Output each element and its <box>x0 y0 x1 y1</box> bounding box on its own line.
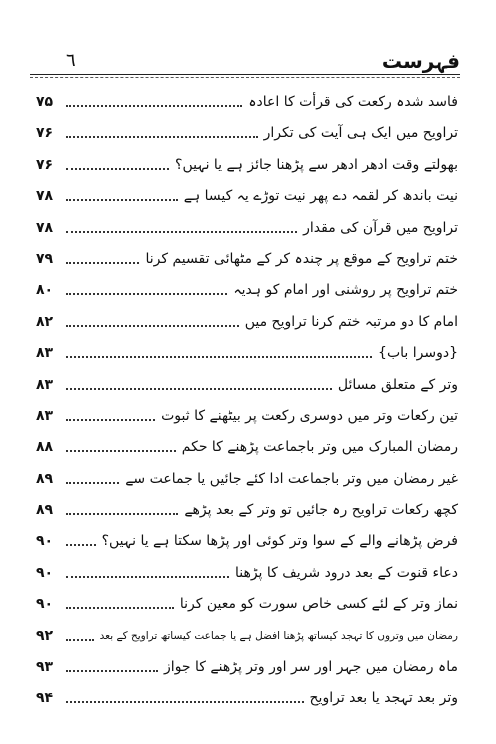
toc-entry-title: تراویح میں قرآن کی مقدار <box>303 219 458 236</box>
toc-entry <box>36 467 458 498</box>
toc-entry <box>36 153 458 184</box>
toc-entry-page: ۹۰ <box>36 533 54 550</box>
toc-entry-page: ۹۰ <box>36 564 54 581</box>
toc-entry-title: ختم تراویح پر روشنی اور امام کو ہدیہ <box>233 282 458 299</box>
toc-leader-dots <box>66 105 242 107</box>
page-number: ٦ <box>66 50 76 71</box>
toc-leader-dots <box>66 607 174 609</box>
toc-entry-page: ۷۵ <box>36 94 54 110</box>
toc-entry <box>36 310 458 341</box>
table-of-contents <box>36 90 458 718</box>
toc-entry-title: وتر بعد تہجد یا بعد تراویح <box>309 690 458 707</box>
toc-leader-dots <box>66 639 94 641</box>
header-divider <box>30 74 460 75</box>
toc-entry-title: غیر رمضان میں وتر باجماعت ادا کئے جائیں یا جماعت سے <box>125 470 458 487</box>
toc-entry <box>36 561 458 592</box>
toc-entry <box>36 498 458 529</box>
toc-entry-page: ۸۰ <box>36 282 54 299</box>
toc-entry-page: ۸۳ <box>36 376 54 393</box>
toc-entry-page: ۷۶ <box>36 156 54 173</box>
toc-entry-page: ۸۳ <box>36 345 54 362</box>
header-divider-dashed <box>30 77 460 78</box>
toc-leader-dots <box>66 670 158 672</box>
toc-entry <box>36 624 458 655</box>
toc-leader-dots <box>66 388 332 390</box>
toc-entry <box>36 592 458 623</box>
toc-entry-title: نیت باندھ کر لقمہ دے پھر نیت توڑے یہ کیسا ہے <box>183 188 458 205</box>
toc-leader-dots <box>66 293 227 295</box>
toc-entry-title: بھولتے وقت ادھر ادھر سے پڑھنا جائز ہے یا نہیں؟ <box>175 156 458 173</box>
toc-entry <box>36 529 458 560</box>
toc-entry-title: {دوسرا باب} <box>378 345 458 362</box>
toc-leader-dots <box>66 262 139 264</box>
toc-leader-dots <box>66 199 178 201</box>
toc-leader-dots <box>66 544 96 546</box>
toc-entry <box>36 373 458 404</box>
toc-entry <box>36 184 458 215</box>
page-header <box>30 50 460 72</box>
toc-entry <box>36 90 458 121</box>
toc-entry-title: تین رکعات وتر میں دوسری رکعت پر بیٹھنے کا ثبوت <box>161 407 458 424</box>
toc-entry-page: ۷۸ <box>36 219 54 236</box>
toc-entry-page: ۸۲ <box>36 313 54 330</box>
toc-entry-page: ۸۹ <box>36 470 54 487</box>
toc-entry <box>36 404 458 435</box>
toc-leader-dots <box>66 231 297 233</box>
toc-entry-page: ۷۹ <box>36 250 54 267</box>
toc-entry-title: وتر کے متعلق مسائل <box>337 376 458 393</box>
toc-entry-page: ۹۰ <box>36 596 54 613</box>
toc-entry-title: ختم تراویح کے موقع پر چندہ کر کے مٹھائی تقسیم کرنا <box>145 250 458 267</box>
toc-entry-title: رمضان میں وتروں کا تہجد کیساتھ پڑھنا افضل ہے یا جماعت کیساتھ تراویح کے بعد <box>99 629 458 642</box>
toc-entry-title: فاسد شدہ رکعت کی قرأت کا اعادہ <box>248 94 458 110</box>
toc-entry <box>36 247 458 278</box>
toc-entry <box>36 655 458 686</box>
toc-entry-page: ۸۸ <box>36 439 54 456</box>
toc-leader-dots <box>66 356 372 358</box>
toc-entry <box>36 278 458 309</box>
toc-entry <box>36 121 458 152</box>
toc-leader-dots <box>66 482 119 484</box>
toc-entry-page: ۷۶ <box>36 125 54 142</box>
toc-entry <box>36 341 458 372</box>
toc-leader-dots <box>66 419 155 421</box>
page-title: فہرست <box>381 49 460 73</box>
toc-leader-dots <box>66 513 178 515</box>
toc-entry-page: ۷۸ <box>36 188 54 205</box>
toc-entry-title: فرض پڑھانے والے کے سوا وتر کوئی اور پڑھا سکتا ہے یا نہیں؟ <box>101 533 458 550</box>
toc-leader-dots <box>66 450 176 452</box>
toc-entry-page: ۹۲ <box>36 627 54 644</box>
toc-entry-page: ۸۹ <box>36 502 54 519</box>
toc-leader-dots <box>66 136 258 138</box>
toc-leader-dots <box>66 576 229 578</box>
toc-entry-title: تراویح میں ایک ہی آیت کی تکرار <box>263 125 458 142</box>
toc-entry-page: ۹۴ <box>36 690 54 707</box>
toc-entry <box>36 435 458 466</box>
toc-entry-title: امام کا دو مرتبہ ختم کرنا تراویح میں <box>244 313 458 330</box>
toc-leader-dots <box>66 701 304 703</box>
toc-entry-title: رمضان المبارک میں وتر باجماعت پڑھنے کا حکم <box>181 439 458 456</box>
toc-entry <box>36 216 458 247</box>
toc-leader-dots <box>66 168 169 170</box>
toc-entry-title: دعاء قنوت کے بعد درود شریف کا پڑھنا <box>234 564 458 581</box>
toc-entry-page: ۸۳ <box>36 407 54 424</box>
toc-leader-dots <box>66 325 239 327</box>
toc-entry-title: کچھ رکعات تراویح رہ جائیں تو وتر کے بعد پڑھے <box>184 502 458 519</box>
toc-entry-title: نماز وتر کے لئے کسی خاص سورت کو معین کرنا <box>179 596 458 613</box>
toc-entry <box>36 686 458 717</box>
toc-entry-title: ماہ رمضان میں جہر اور سر اور وتر پڑھنے کا جواز <box>164 659 458 676</box>
toc-entry-page: ۹۳ <box>36 659 54 676</box>
